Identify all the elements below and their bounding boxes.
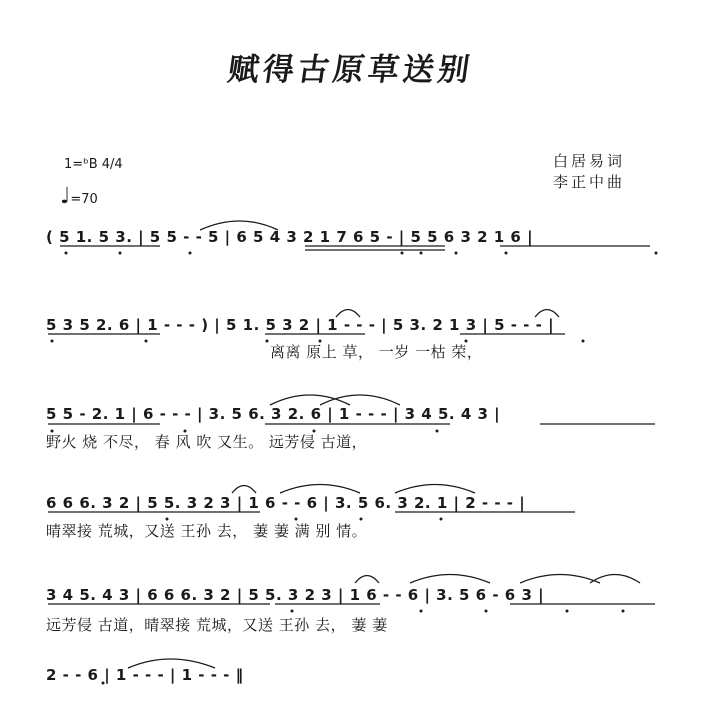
octave-dot <box>440 518 443 521</box>
score-line-1-notes: ( 5 1. 5 3. | 5 5 - - 5 | 6 5 4 3 2 1 7 6 5 - | 5 5 6 3 2 1 6 | <box>46 228 534 246</box>
tie-arc <box>395 485 475 494</box>
score-line-6-notes: 2 - - 6 | 1 - - - | 1 - - - ‖ <box>46 666 244 684</box>
octave-dot <box>189 252 192 255</box>
octave-dot <box>582 340 585 343</box>
tie-arc <box>410 575 490 584</box>
octave-dot <box>566 610 569 613</box>
octave-dot <box>622 610 625 613</box>
octave-dot <box>436 430 439 433</box>
octave-dot <box>485 610 488 613</box>
score-line-5-notes: 3 4 5. 4 3 | 6 6 6. 3 2 | 5 5. 3 2 3 | 1 6 - - 6 | 3. 5 6 - 6 3 | <box>46 586 545 604</box>
key-signature: 1=ᵇB 4/4 <box>64 157 123 172</box>
composer-credit: 李正中曲 <box>553 173 626 191</box>
score-line-4-lyrics: 晴翠接 荒城，又送 王孙 去， 萋 萋 满 别 情。 <box>46 522 368 540</box>
octave-dot <box>505 252 508 255</box>
tie-arc <box>320 395 400 405</box>
score-line-5-lyrics: 远芳侵 古道，晴翠接 荒城，又送 王孙 去， 萋 萋 <box>46 616 388 634</box>
octave-dot <box>51 340 54 343</box>
octave-dot <box>420 252 423 255</box>
octave-dot <box>145 340 148 343</box>
octave-dot <box>655 252 658 255</box>
octave-dot <box>420 610 423 613</box>
score-line-4-notes: 6 6 6. 3 2 | 5 5. 3 2 3 | 1 6 - - 6 | 3. 5 6. 3 2. 1 | 2 - - - | <box>46 494 526 512</box>
tie-arc <box>270 395 350 405</box>
page-title: 赋得古原草送别 <box>225 52 476 88</box>
score-line-2-notes: 5 3 5 2. 6 | 1 - - - ) | 5 1. 5 3 2 | 1 - - - | 5 3. 2 1 3 | 5 - - - | <box>46 316 555 334</box>
octave-dot <box>455 252 458 255</box>
octave-dot <box>266 340 269 343</box>
tie-arc <box>232 486 256 494</box>
score-line-3-notes: 5 5 - 2. 1 | 6 - - - | 3. 5 6. 3 2. 6 | 1 - - - | 3 4 5. 4 3 | <box>46 405 501 423</box>
octave-dot <box>291 610 294 613</box>
lyricist-credit: 白居易词 <box>553 152 626 170</box>
score-line-2-lyrics: 离离 原上 草， 一岁 一枯 荣， <box>270 343 483 361</box>
score-line-3-lyrics: 野火 烧 不尽， 春 风 吹 又生。 远芳侵 古道， <box>46 433 368 451</box>
octave-dot <box>401 252 404 255</box>
tie-arc <box>520 575 600 584</box>
quarter-note-icon: ♩ <box>60 184 71 209</box>
tie-arc <box>355 576 379 584</box>
tempo-value: =70 <box>70 192 98 207</box>
octave-dot <box>65 252 68 255</box>
octave-dot <box>119 252 122 255</box>
tie-arc <box>280 485 360 494</box>
